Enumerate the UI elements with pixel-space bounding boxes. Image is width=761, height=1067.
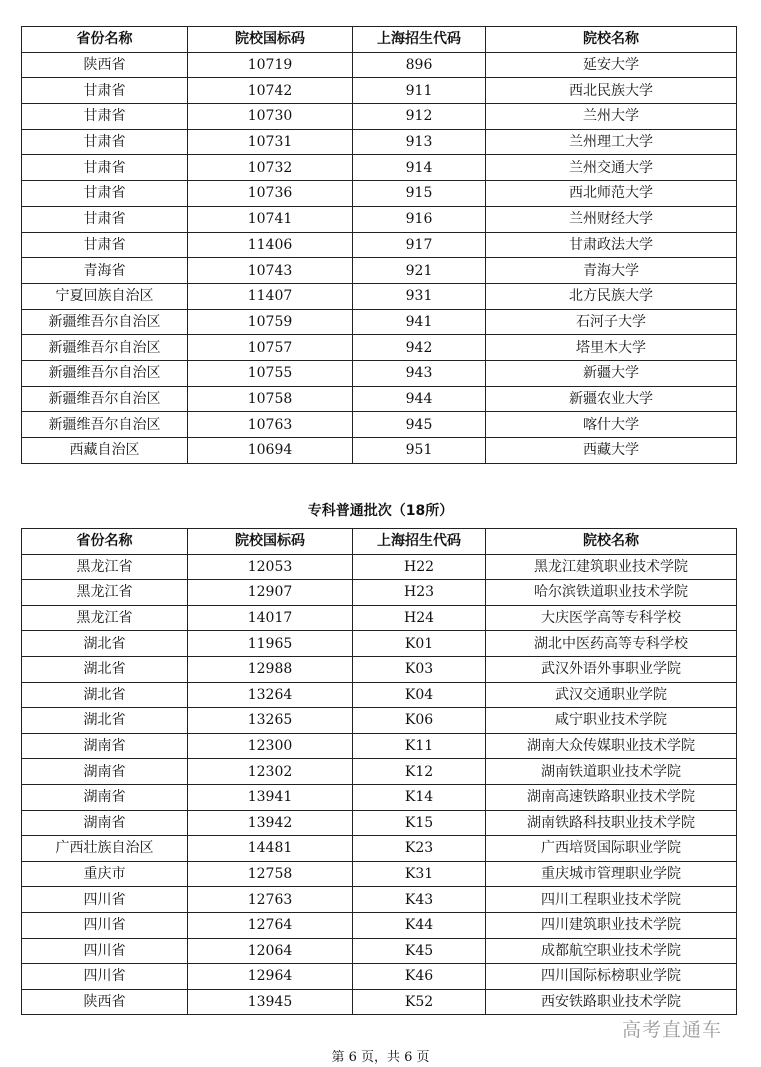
cell-sh-code: 912 (353, 104, 486, 130)
cell-school: 四川工程职业技术学院 (486, 887, 737, 913)
table-row (22, 129, 737, 155)
cell-code: 12758 (188, 861, 353, 887)
table-header-row (22, 529, 737, 555)
cell-province: 湖北省 (22, 656, 188, 682)
cell-code: 10719 (188, 52, 353, 78)
table-row (22, 258, 737, 284)
cell-sh-code: 911 (353, 78, 486, 104)
cell-sh-code: 945 (353, 412, 486, 438)
table-header-row (22, 27, 737, 53)
table-row (22, 733, 737, 759)
cell-code: 12988 (188, 656, 353, 682)
cell-province: 湖北省 (22, 631, 188, 657)
table-body (22, 52, 737, 463)
cell-code: 12907 (188, 580, 353, 606)
table-row (22, 554, 737, 580)
cell-province: 甘肃省 (22, 155, 188, 181)
cell-school: 武汉交通职业学院 (486, 682, 737, 708)
header-province: 省份名称 (22, 529, 188, 555)
cell-code: 10743 (188, 258, 353, 284)
cell-code: 13265 (188, 708, 353, 734)
cell-code: 10758 (188, 386, 353, 412)
cell-school: 北方民族大学 (486, 283, 737, 309)
cell-code: 11407 (188, 283, 353, 309)
cell-province: 四川省 (22, 887, 188, 913)
cell-code: 10731 (188, 129, 353, 155)
table-row (22, 784, 737, 810)
cell-school: 兰州财经大学 (486, 206, 737, 232)
cell-code: 12763 (188, 887, 353, 913)
cell-code: 12300 (188, 733, 353, 759)
table-row (22, 605, 737, 631)
cell-code: 13941 (188, 784, 353, 810)
cell-province: 黑龙江省 (22, 605, 188, 631)
cell-school: 兰州理工大学 (486, 129, 737, 155)
university-table (21, 26, 737, 464)
cell-school: 大庆医学高等专科学校 (486, 605, 737, 631)
cell-sh-code: K01 (353, 631, 486, 657)
cell-province: 湖南省 (22, 759, 188, 785)
cell-sh-code: 921 (353, 258, 486, 284)
table-row (22, 682, 737, 708)
cell-sh-code: K14 (353, 784, 486, 810)
cell-sh-code: 917 (353, 232, 486, 258)
table-row (22, 438, 737, 464)
cell-school: 成都航空职业技术学院 (486, 938, 737, 964)
cell-school: 塔里木大学 (486, 335, 737, 361)
cell-sh-code: 916 (353, 206, 486, 232)
cell-school: 西安铁路职业技术学院 (486, 989, 737, 1015)
cell-school: 石河子大学 (486, 309, 737, 335)
cell-sh-code: H24 (353, 605, 486, 631)
table-row (22, 181, 737, 207)
cell-code: 10755 (188, 360, 353, 386)
cell-code: 10757 (188, 335, 353, 361)
table-body (22, 554, 737, 1015)
cell-sh-code: K46 (353, 964, 486, 990)
cell-code: 13264 (188, 682, 353, 708)
table-row (22, 335, 737, 361)
cell-sh-code: K11 (353, 733, 486, 759)
cell-code: 12302 (188, 759, 353, 785)
cell-code: 11965 (188, 631, 353, 657)
cell-province: 陕西省 (22, 52, 188, 78)
cell-sh-code: K52 (353, 989, 486, 1015)
table-row (22, 989, 737, 1015)
cell-province: 甘肃省 (22, 181, 188, 207)
cell-province: 四川省 (22, 912, 188, 938)
watermark-text: 高考直通车 (622, 1019, 723, 1041)
cell-sh-code: 943 (353, 360, 486, 386)
table-row (22, 759, 737, 785)
cell-province: 青海省 (22, 258, 188, 284)
cell-province: 新疆维吾尔自治区 (22, 309, 188, 335)
cell-sh-code: H22 (353, 554, 486, 580)
cell-school: 西北师范大学 (486, 181, 737, 207)
table-row (22, 206, 737, 232)
table-row (22, 309, 737, 335)
cell-school: 哈尔滨铁道职业技术学院 (486, 580, 737, 606)
cell-school: 甘肃政法大学 (486, 232, 737, 258)
cell-sh-code: K03 (353, 656, 486, 682)
cell-code: 13942 (188, 810, 353, 836)
cell-code: 10742 (188, 78, 353, 104)
cell-province: 新疆维吾尔自治区 (22, 412, 188, 438)
table-row (22, 810, 737, 836)
table-row (22, 412, 737, 438)
cell-code: 12064 (188, 938, 353, 964)
college-table (21, 528, 737, 1015)
cell-school: 新疆大学 (486, 360, 737, 386)
cell-school: 武汉外语外事职业学院 (486, 656, 737, 682)
cell-school: 兰州交通大学 (486, 155, 737, 181)
cell-province: 四川省 (22, 938, 188, 964)
cell-sh-code: 915 (353, 181, 486, 207)
header-code: 院校国标码 (188, 27, 353, 53)
cell-code: 10730 (188, 104, 353, 130)
cell-province: 甘肃省 (22, 104, 188, 130)
cell-school: 四川国际标榜职业学院 (486, 964, 737, 990)
cell-sh-code: K04 (353, 682, 486, 708)
cell-code: 11406 (188, 232, 353, 258)
cell-sh-code: K31 (353, 861, 486, 887)
table-row (22, 912, 737, 938)
cell-code: 10736 (188, 181, 353, 207)
cell-province: 甘肃省 (22, 206, 188, 232)
cell-province: 四川省 (22, 964, 188, 990)
cell-school: 青海大学 (486, 258, 737, 284)
cell-code: 12053 (188, 554, 353, 580)
cell-school: 黑龙江建筑职业技术学院 (486, 554, 737, 580)
cell-province: 陕西省 (22, 989, 188, 1015)
cell-sh-code: K44 (353, 912, 486, 938)
header-school: 院校名称 (486, 529, 737, 555)
cell-province: 重庆市 (22, 861, 188, 887)
cell-sh-code: K15 (353, 810, 486, 836)
cell-province: 湖北省 (22, 708, 188, 734)
table-row (22, 360, 737, 386)
cell-province: 黑龙江省 (22, 554, 188, 580)
cell-sh-code: K06 (353, 708, 486, 734)
cell-school: 喀什大学 (486, 412, 737, 438)
cell-school: 西北民族大学 (486, 78, 737, 104)
cell-school: 兰州大学 (486, 104, 737, 130)
cell-province: 甘肃省 (22, 129, 188, 155)
header-sh-code: 上海招生代码 (353, 27, 486, 53)
cell-school: 湖北中医药高等专科学校 (486, 631, 737, 657)
table-row (22, 631, 737, 657)
cell-province: 新疆维吾尔自治区 (22, 386, 188, 412)
table-row (22, 104, 737, 130)
cell-school: 延安大学 (486, 52, 737, 78)
table-row (22, 836, 737, 862)
header-province: 省份名称 (22, 27, 188, 53)
table-row (22, 52, 737, 78)
cell-code: 10732 (188, 155, 353, 181)
cell-code: 10763 (188, 412, 353, 438)
cell-sh-code: K23 (353, 836, 486, 862)
table-row (22, 283, 737, 309)
cell-sh-code: 913 (353, 129, 486, 155)
table-row (22, 708, 737, 734)
cell-school: 四川建筑职业技术学院 (486, 912, 737, 938)
table-row (22, 232, 737, 258)
cell-school: 湖南高速铁路职业技术学院 (486, 784, 737, 810)
cell-school: 新疆农业大学 (486, 386, 737, 412)
section-title: 专科普通批次（18所） (307, 503, 454, 519)
cell-sh-code: K43 (353, 887, 486, 913)
cell-province: 湖南省 (22, 733, 188, 759)
table-row (22, 861, 737, 887)
cell-sh-code: 914 (353, 155, 486, 181)
cell-province: 黑龙江省 (22, 580, 188, 606)
cell-school: 西藏大学 (486, 438, 737, 464)
cell-province: 新疆维吾尔自治区 (22, 360, 188, 386)
cell-school: 广西培贤国际职业学院 (486, 836, 737, 862)
cell-sh-code: 942 (353, 335, 486, 361)
cell-sh-code: 941 (353, 309, 486, 335)
cell-school: 湖南铁道职业技术学院 (486, 759, 737, 785)
cell-school: 湖南大众传媒职业技术学院 (486, 733, 737, 759)
cell-province: 宁夏回族自治区 (22, 283, 188, 309)
cell-code: 12764 (188, 912, 353, 938)
cell-sh-code: K12 (353, 759, 486, 785)
table-row (22, 78, 737, 104)
cell-code: 14481 (188, 836, 353, 862)
cell-code: 10759 (188, 309, 353, 335)
cell-sh-code: K45 (353, 938, 486, 964)
header-sh-code: 上海招生代码 (353, 529, 486, 555)
table-row (22, 386, 737, 412)
table-row (22, 656, 737, 682)
cell-sh-code: 931 (353, 283, 486, 309)
cell-sh-code: 951 (353, 438, 486, 464)
cell-province: 新疆维吾尔自治区 (22, 335, 188, 361)
table-row (22, 580, 737, 606)
cell-province: 广西壮族自治区 (22, 836, 188, 862)
cell-province: 西藏自治区 (22, 438, 188, 464)
cell-code: 13945 (188, 989, 353, 1015)
cell-school: 重庆城市管理职业学院 (486, 861, 737, 887)
table-row (22, 887, 737, 913)
cell-province: 湖南省 (22, 810, 188, 836)
cell-code: 10694 (188, 438, 353, 464)
cell-province: 甘肃省 (22, 232, 188, 258)
cell-sh-code: 896 (353, 52, 486, 78)
cell-school: 咸宁职业技术学院 (486, 708, 737, 734)
cell-code: 10741 (188, 206, 353, 232)
header-code: 院校国标码 (188, 529, 353, 555)
cell-sh-code: H23 (353, 580, 486, 606)
cell-school: 湖南铁路科技职业技术学院 (486, 810, 737, 836)
cell-province: 湖北省 (22, 682, 188, 708)
page-footer: 第 6 页，共 6 页 (331, 1050, 430, 1065)
cell-province: 甘肃省 (22, 78, 188, 104)
cell-sh-code: 944 (353, 386, 486, 412)
table-row (22, 964, 737, 990)
cell-province: 湖南省 (22, 784, 188, 810)
header-school: 院校名称 (486, 27, 737, 53)
table-row (22, 155, 737, 181)
cell-code: 14017 (188, 605, 353, 631)
cell-code: 12964 (188, 964, 353, 990)
table-row (22, 938, 737, 964)
